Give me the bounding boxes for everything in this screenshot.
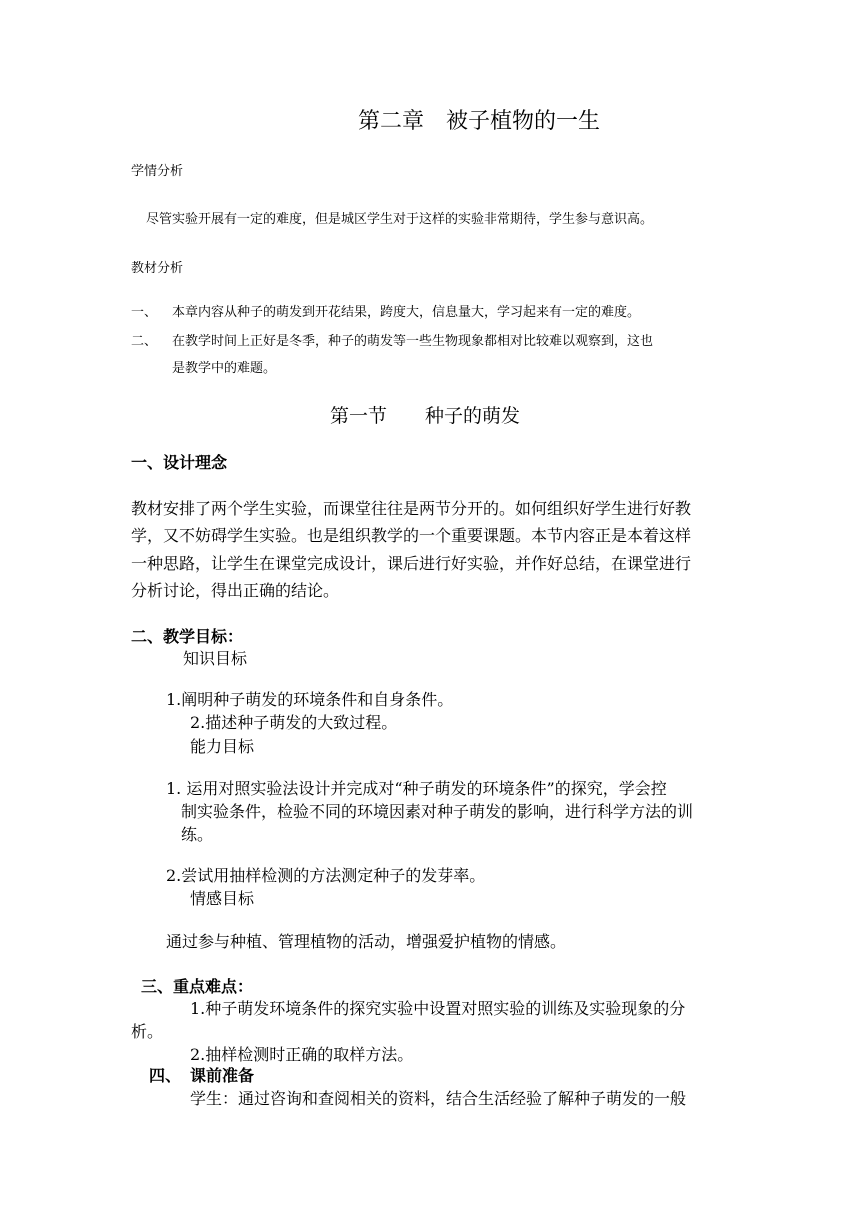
nengli-label: 能力目标 (190, 737, 255, 756)
jiaocai-item-2-line-2: 是教学中的难题。 (172, 361, 277, 376)
chapter-title: 第二章 被子植物的一生 (358, 109, 601, 134)
jiaocai-item-2-line-1: 在教学时间上正好是冬季，种子的萌发等一些生物现象都相对比较难以观察到，这也 (172, 334, 654, 349)
sheji-line-4: 分析讨论，得出正确的结论。 (131, 581, 340, 600)
jiaocai-item-1-text: 本章内容从种子的萌发到开花结果，跨度大，信息量大，学习起来有一定的难度。 (172, 305, 641, 320)
jiaocai-item-1-marker: 一、 (131, 305, 158, 320)
jiaocai-item-2-marker: 二、 (131, 334, 158, 349)
zhongdian-item-2: 2.抽样检测时正确的取样方法。 (190, 1045, 414, 1064)
zhongdian-item-1-line-2: 析。 (131, 1022, 164, 1041)
nengli-item-2: 2.尝试用抽样检测的方法测定种子的发芽率。 (166, 866, 486, 885)
xueqing-text: 尽管实验开展有一定的难度，但是城区学生对于这样的实验非常期待，学生参与意识高。 (146, 212, 654, 227)
kqzb-text: 学生：通过咨询和查阅相关的资料，结合生活经验了解种子萌发的一般 (190, 1089, 687, 1108)
mubiao-heading: 二、教学目标： (131, 627, 244, 646)
nengli-item-1-line-1: 1. 运用对照实验法设计并完成对“种子萌发的环境条件”的探究，学会控 (166, 779, 667, 798)
sheji-heading: 一、设计理念 (131, 453, 228, 472)
sheji-line-2: 学，又不妨碍学生实验。也是组织教学的一个重要课题。本节内容正是本着这样 (131, 526, 692, 545)
sheji-line-1: 教材安排了两个学生实验，而课堂往往是两节分开的。如何组织好学生进行好教 (131, 499, 692, 518)
kqzb-marker: 四、 (149, 1066, 182, 1085)
zhongdian-heading: 三、重点难点： (141, 977, 254, 996)
section-title: 第一节 种子的萌发 (330, 405, 521, 427)
nengli-item-1-line-2: 制实验条件，检验不同的环境因素对种子萌发的影响，进行科学方法的训 (181, 802, 694, 821)
zhishi-label: 知识目标 (183, 649, 248, 668)
qinggan-label: 情感目标 (190, 889, 255, 908)
nengli-item-1-line-3: 练。 (181, 825, 214, 844)
zhishi-item-1: 1.阐明种子萌发的环境条件和自身条件。 (166, 690, 454, 709)
zhongdian-item-1-line-1: 1.种子萌发环境条件的探究实验中设置对照实验的训练及实验现象的分 (190, 999, 686, 1018)
sheji-line-3: 一种思路，让学生在课堂完成设计，课后进行好实验，并作好总结，在课堂进行 (131, 554, 692, 573)
zhishi-item-2: 2.描述种子萌发的大致过程。 (190, 713, 398, 732)
jiaocai-heading: 教材分析 (131, 261, 184, 276)
kqzb-heading: 课前准备 (190, 1066, 255, 1085)
xueqing-heading: 学情分析 (131, 164, 184, 179)
qinggan-text: 通过参与种植、管理植物的活动，增强爱护植物的情感。 (166, 932, 567, 951)
